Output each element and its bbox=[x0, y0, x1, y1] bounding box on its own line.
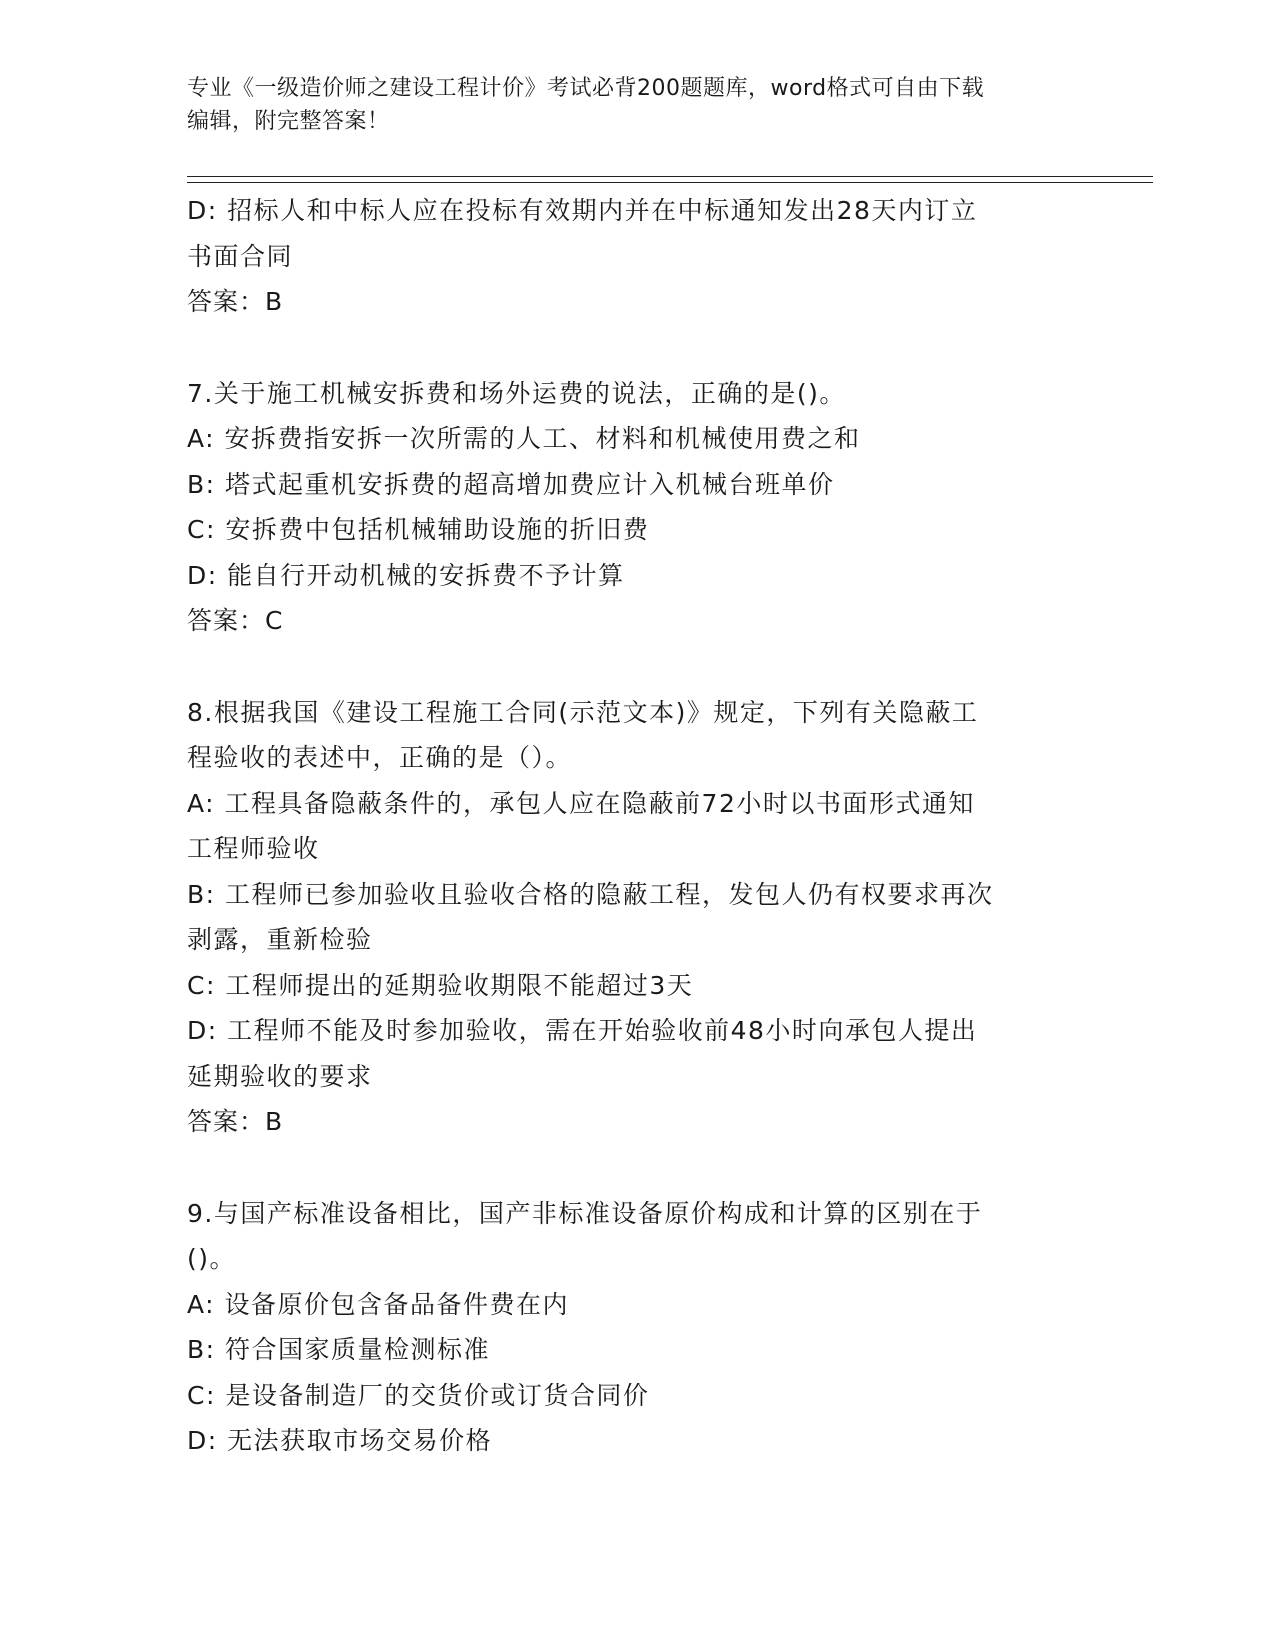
spacer bbox=[187, 1145, 1067, 1191]
option-d: D: 能自行开动机械的安拆费不予计算 bbox=[187, 560, 625, 590]
question-6-tail bbox=[187, 188, 1067, 325]
question-text-line2: ()。 bbox=[187, 1244, 237, 1273]
question-7 bbox=[187, 371, 1067, 644]
option-a: A: 设备原价包含备品备件费在内 bbox=[187, 1289, 570, 1319]
option-b: B: 符合国家质量检测标准 bbox=[187, 1335, 491, 1364]
document-body bbox=[187, 188, 1067, 1464]
option-d: D: 无法获取市场交易价格 bbox=[187, 1426, 493, 1455]
header-divider-bottom bbox=[187, 182, 1153, 183]
spacer bbox=[187, 644, 1067, 690]
option-a-line1: A: 工程具备隐蔽条件的，承包人应在隐蔽前72小时以书面形式通知 bbox=[187, 788, 975, 818]
answer-label: 答案：C bbox=[187, 606, 284, 635]
answer-label: 答案：B bbox=[187, 1107, 284, 1136]
option-b-line2: 剥露，重新检验 bbox=[187, 925, 373, 954]
answer-label: 答案：B bbox=[187, 287, 284, 316]
option-a: A: 安拆费指安拆一次所需的人工、材料和机械使用费之和 bbox=[187, 424, 861, 453]
question-text-line1: 8.根据我国《建设工程施工合同(示范文本)》规定，下列有关隐蔽工 bbox=[187, 697, 979, 727]
header-divider-top bbox=[187, 176, 1153, 177]
option-d-line2: 书面合同 bbox=[187, 241, 294, 271]
option-a-line2: 工程师验收 bbox=[187, 834, 320, 863]
header-title-line2: 编辑，附完整答案！ bbox=[187, 109, 390, 134]
question-8 bbox=[187, 690, 1067, 1145]
option-c: C: 是设备制造厂的交货价或订货合同价 bbox=[187, 1380, 650, 1410]
document-header bbox=[187, 72, 1067, 138]
option-b-line1: B: 工程师已参加验收且验收合格的隐蔽工程，发包人仍有权要求再次 bbox=[187, 879, 994, 909]
option-b: B: 塔式起重机安拆费的超高增加费应计入机械台班单价 bbox=[187, 469, 835, 499]
spacer bbox=[187, 325, 1067, 371]
option-d-line2: 延期验收的要求 bbox=[187, 1061, 373, 1091]
question-text-line2: 程验收的表述中，正确的是（）。 bbox=[187, 743, 573, 772]
option-d-line1: D: 招标人和中标人应在投标有效期内并在中标通知发出28天内订立 bbox=[187, 196, 978, 225]
option-c: C: 安拆费中包括机械辅助设施的折旧费 bbox=[187, 515, 650, 544]
question-text-line1: 9.与国产标准设备相比，国产非标准设备原价构成和计算的区别在于 bbox=[187, 1198, 983, 1228]
question-9 bbox=[187, 1191, 1067, 1464]
header-title-line1: 专业《一级造价师之建设工程计价》考试必背200题题库，word格式可自由下载 bbox=[187, 76, 985, 101]
question-text: 7.关于施工机械安拆费和场外运费的说法，正确的是()。 bbox=[187, 378, 846, 408]
option-d-line1: D: 工程师不能及时参加验收，需在开始验收前48小时向承包人提出 bbox=[187, 1016, 978, 1045]
option-c: C: 工程师提出的延期验收期限不能超过3天 bbox=[187, 970, 694, 1000]
